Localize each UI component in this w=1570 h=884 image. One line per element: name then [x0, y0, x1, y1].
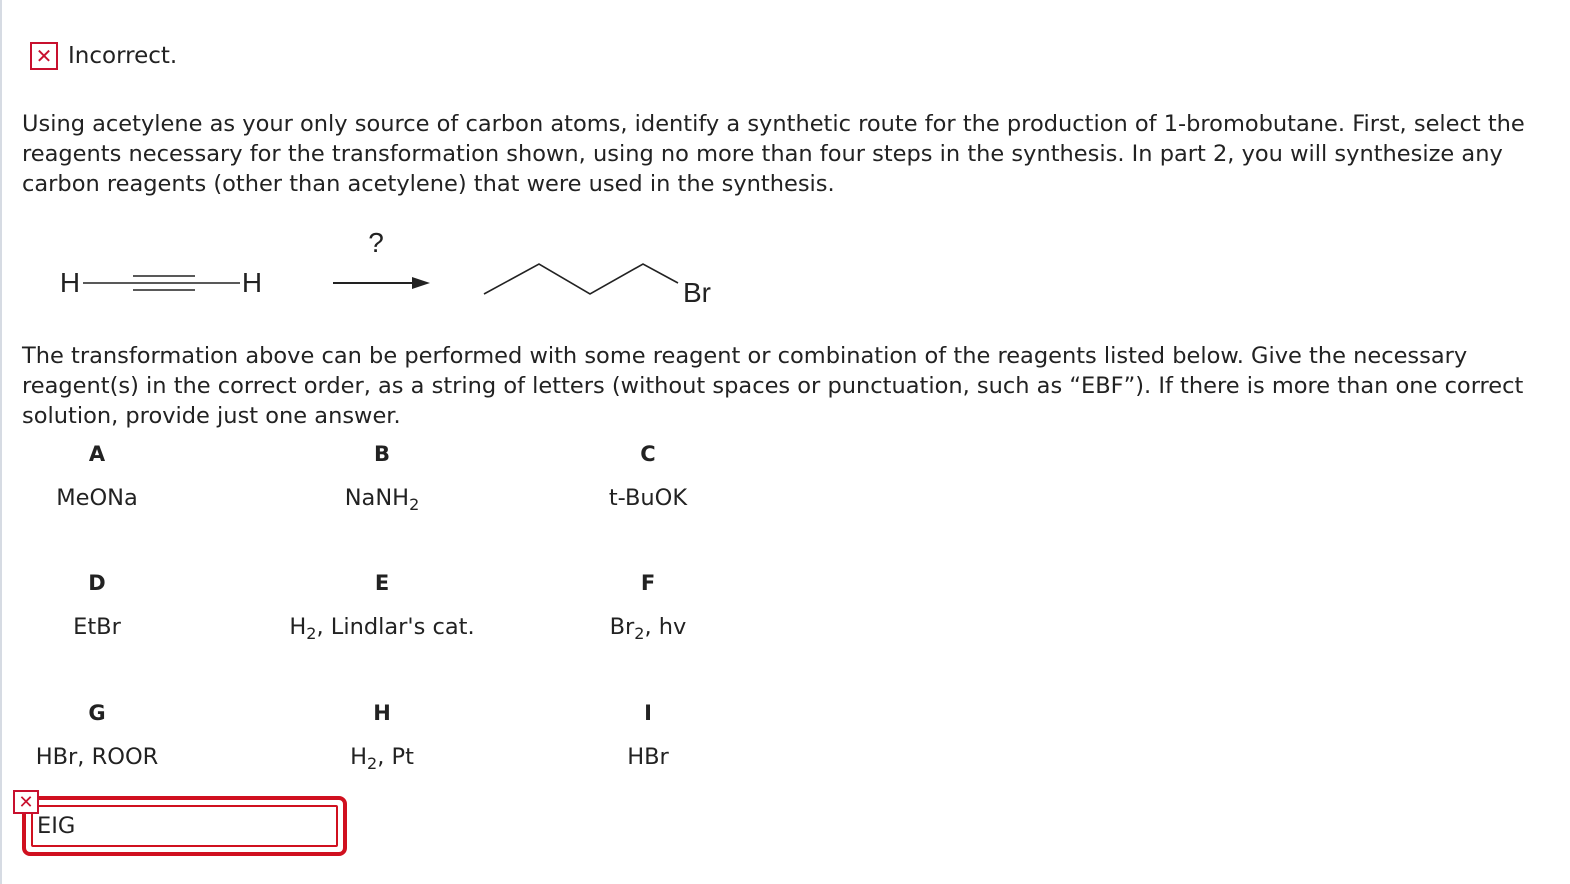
reagent-letter: G — [88, 701, 106, 725]
reaction-arrow-head — [412, 277, 430, 289]
reagent-text: EtBr — [73, 614, 121, 640]
reagent-text: $H_2$, Lindlar's cat. — [289, 614, 475, 643]
reagent-text: NaNH$_2$ — [344, 485, 420, 514]
answer-field-error-frame — [22, 796, 347, 856]
product-br-label: Br — [683, 277, 711, 308]
product-skeleton — [484, 264, 678, 294]
reagent-h — [232, 699, 532, 772]
reactant-h-left: H — [59, 267, 81, 298]
reagent-letter: F — [640, 571, 656, 595]
answer-input[interactable] — [31, 805, 338, 847]
arrow-label: ? — [368, 227, 384, 258]
reagent-letter: E — [374, 571, 390, 595]
reagent-letter: H — [373, 701, 391, 725]
question-instructions: The transformation above can be performed with some reagent or combination of the reagents listed below. Give the necessary reagent(s) in the correct order, as a string of letters (without spaces or punctuation, such as “EBF”). If there is more than one correct solution, provide just one answer. — [22, 343, 1524, 429]
incorrect-x-icon: ✕ — [13, 790, 39, 814]
reagent-letter: B — [373, 442, 390, 466]
reagent-text: $H_2$, Pt — [350, 744, 414, 773]
reagent-g — [0, 699, 247, 772]
reagent-text: HBr, ROOR — [35, 744, 159, 770]
reagent-text: $Br_2$, hv — [609, 614, 687, 643]
reagent-e — [232, 569, 532, 642]
reagent-letter: C — [640, 442, 656, 466]
reagent-letter: A — [88, 442, 106, 466]
reagent-a — [0, 440, 247, 513]
reactant-h-right: H — [241, 267, 263, 298]
feedback-label: Incorrect. — [68, 43, 178, 69]
feedback-status — [30, 40, 177, 72]
reagent-f — [498, 569, 798, 642]
reagent-d — [0, 569, 247, 642]
reagent-text: HBr — [627, 744, 669, 770]
reagent-letter: D — [88, 571, 106, 595]
reagent-letter: I — [644, 701, 652, 725]
reagent-text: MeONa — [56, 485, 138, 511]
reagent-text: t-BuOK — [608, 485, 688, 511]
incorrect-x-icon: ✕ — [30, 42, 58, 70]
reagent-i — [498, 699, 798, 772]
question-intro: Using acetylene as your only source of carbon atoms, identify a synthetic route for the production of 1-bromobutane. First, select the reagents necessary for the transformation shown, using no more than four steps in the synthesis. In part 2, you will synthesize any carbon reagents (other than acetylene) that were used in the synthesis. — [22, 111, 1525, 197]
reagent-c — [498, 440, 798, 513]
reagent-b — [232, 440, 532, 513]
